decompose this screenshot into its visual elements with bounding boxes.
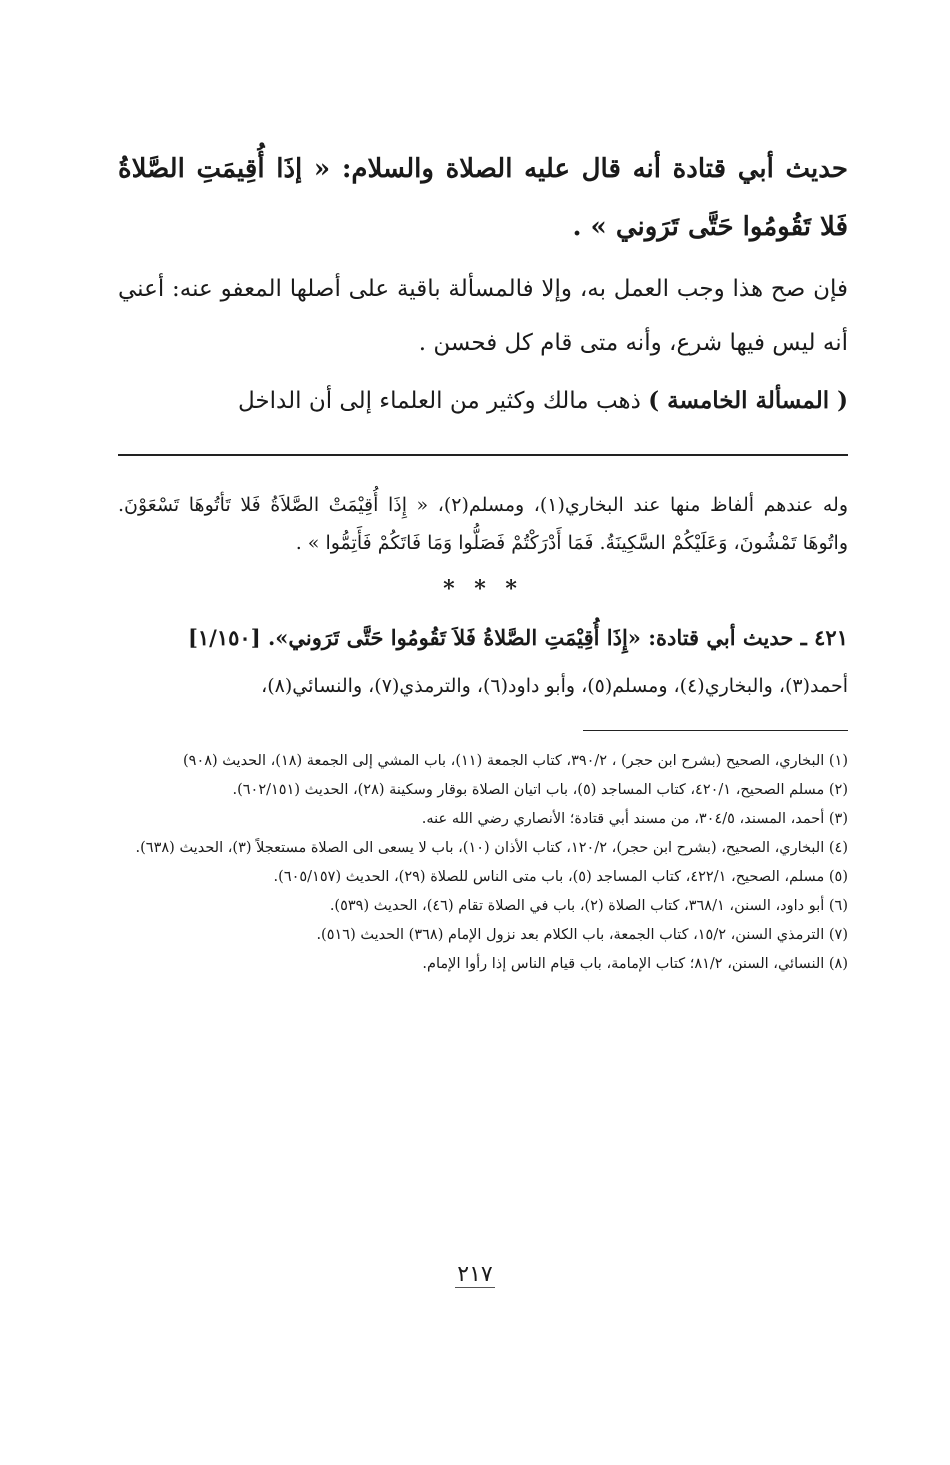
footnote-2: (٢) مسلم الصحيح، ٤٢٠/١، كتاب المساجد (٥)، باب اتيان الصلاة بوقار وسكينة (٢٨)، الحديث (٦٠٢/١٥١). <box>232 782 848 798</box>
main-paragraph-hadith: حديث أبي قتادة أنه قال عليه الصلاة والسلام: « إذَا أُقِيمَتِ الصَّلاةُ فَلا تَقُومُوا حَتَّى تَرَوني » . <box>118 154 848 242</box>
hadith-heading: ٤٢١ ـ حديث أبي قتادة: «إِذَا أُقِيْمَتِ الصَّلاةُ فَلاَ تَقُومُوا حَتَّى تَرَوني». [١/١٥٠] <box>187 625 848 650</box>
footnotes-divider <box>583 730 848 731</box>
main-paragraph-ruling: فإن صح هذا وجب العمل به، وإلا فالمسألة باقية على أصلها المعفو عنه: أعني أنه ليس فيها شرع، وأنه متى قام كل فحسن . <box>118 276 848 356</box>
footnote-3: (٣) أحمد، المسند، ٣٠٤/٥، من مسند أبي قتادة؛ الأنصاري رضي الله عنه. <box>421 811 848 827</box>
commentary-block <box>118 486 848 562</box>
footnote-4: (٤) البخاري، الصحيح، (بشرح ابن حجر)، ١٢٠/٢، كتاب الأذان (١٠)، باب لا يسعى الى الصلاة مستعجلاً (٣)، الحديث (٦٣٨). <box>135 840 848 856</box>
page-number-text: ٢١٧ <box>457 1262 493 1287</box>
footnote-5: (٥) مسلم، الصحيح، ٤٢٢/١، كتاب المساجد (٥)، باب متى الناس للصلاة (٢٩)، الحديث (٦٠٥/١٥٧). <box>273 869 848 885</box>
main-text <box>118 140 848 428</box>
fifth-issue-heading: ( المسألة الخامسة ) <box>648 387 848 414</box>
fifth-issue-text: ذهب مالك وكثير من العلماء إلى أن الداخل <box>238 388 641 414</box>
main-divider <box>118 454 848 456</box>
section-separator: * * * <box>443 576 523 602</box>
hadith-sources: أحمد(٣)، والبخاري(٤)، ومسلم(٥)، وأبو داود(٦)، والترمذي(٧)، والنسائي(٨)، <box>261 675 848 697</box>
page-number <box>0 1262 950 1287</box>
page-content <box>118 140 848 995</box>
main-paragraph-fifth-issue <box>118 374 848 428</box>
footnote-8: (٨) النسائي، السنن، ٨١/٢؛ كتاب الإمامة، باب قيام الناس إذا رأوا الإمام. <box>422 956 848 972</box>
footnote-6: (٦) أبو داود، السنن، ٣٦٨/١، كتاب الصلاة (٢)، باب في الصلاة تقام (٤٦)، الحديث (٥٣٩). <box>329 898 848 914</box>
commentary-text: وله عندهم ألفاظ منها عند البخاري(١)، ومسلم(٢)، « إِذَا أُقِيْمَتْ الصَّلاَةُ فَلا تَأتُوهَا تَسْعَوْنَ. واتُوهَا تَمْشُونَ، وَعَلَيْكُمْ السَّكِينَةُ. فَمَا أَدْرَكْتُمْ فَصَلُّوا وَمَا فَاتَكُمْ فَأَتِمُّوا » . <box>118 494 849 554</box>
footnotes-list <box>118 747 848 979</box>
footnote-7: (٧) الترمذي السنن، ١٥/٢، كتاب الجمعة، باب الكلام بعد نزول الإمام (٣٦٨) الحديث (٥١٦). <box>316 927 848 943</box>
footnote-1: (١) البخاري، الصحيح (بشرح ابن حجر) ، ٣٩٠/٢، كتاب الجمعة (١١)، باب المشي إلى الجمعة (١٨)، الحديث (٩٠٨) <box>182 753 848 769</box>
